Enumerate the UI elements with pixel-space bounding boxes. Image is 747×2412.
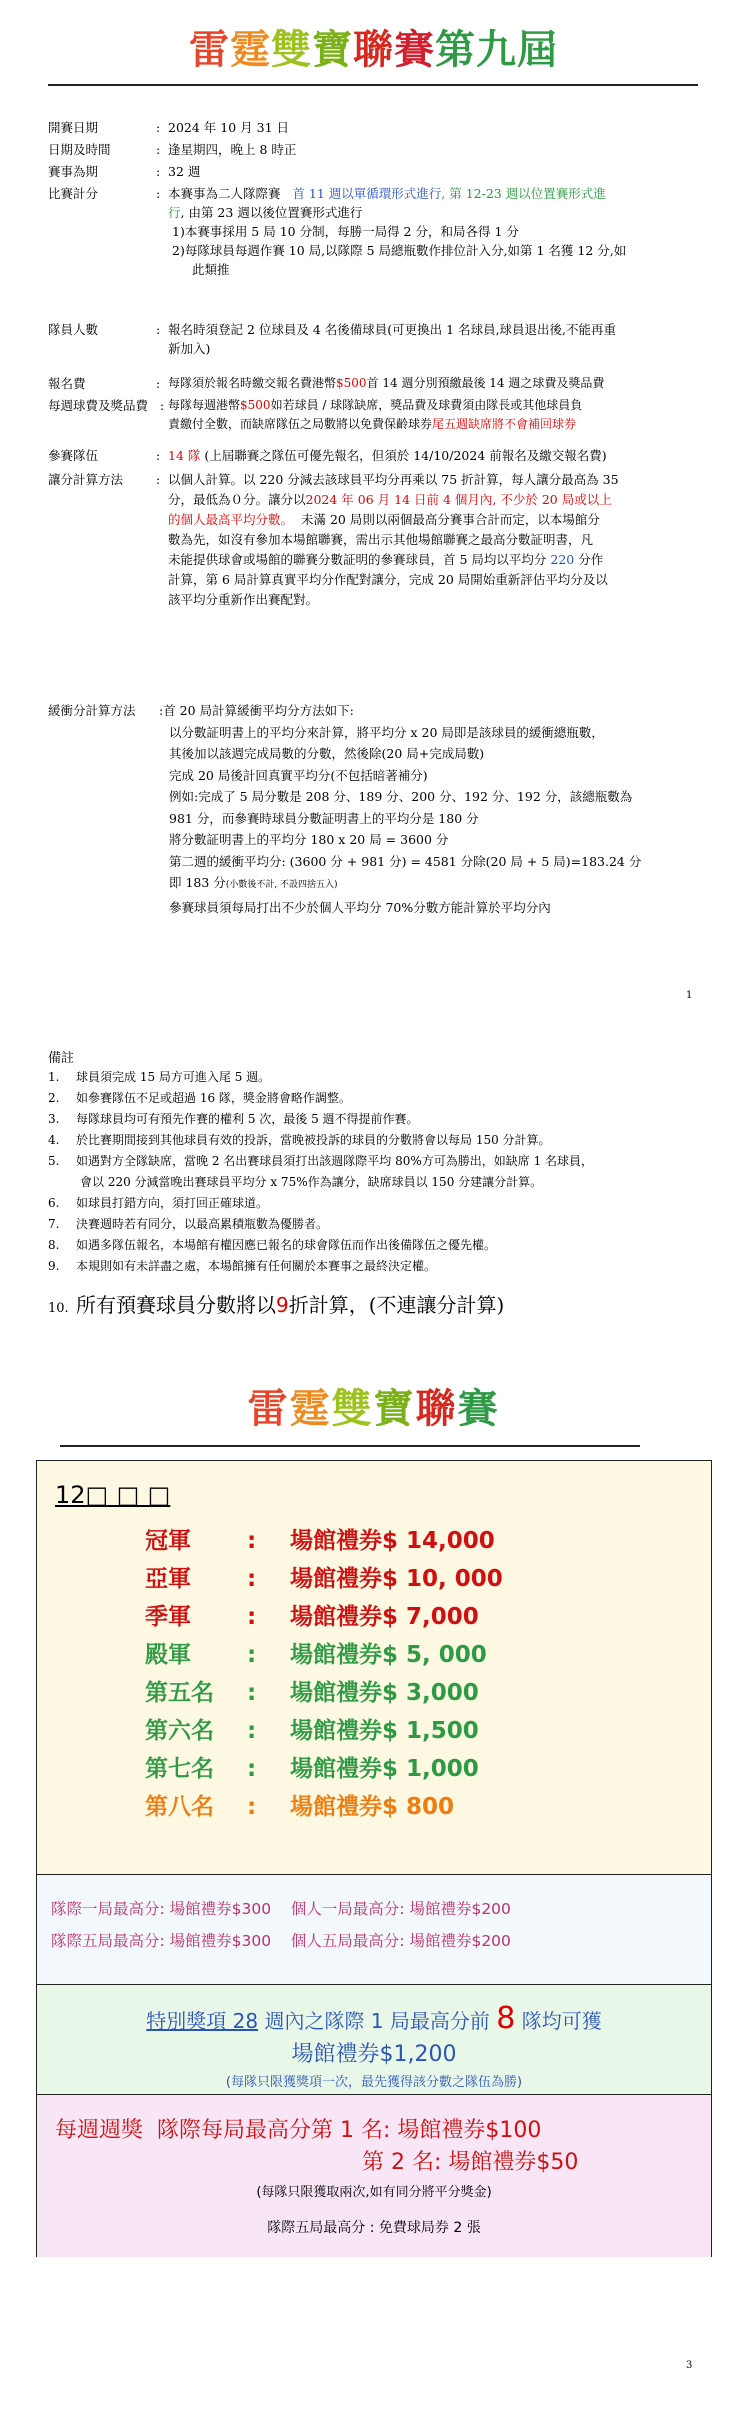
buffer-l9a: 即 183 分 xyxy=(169,875,226,890)
weekly-fee-label: 每週球費及獎品費 xyxy=(48,398,149,413)
buffer-l9b: (小數後不計, 不設四捨五入) xyxy=(225,880,338,890)
open-date-value: 2024 年 10 月 31 日 xyxy=(168,120,289,135)
notes-heading: 備註 xyxy=(48,1051,75,1066)
prize-colon: : xyxy=(247,1680,257,1706)
note-item xyxy=(48,1151,708,1172)
handicap-l2b: 2024 年 06 月 14 日前 4 個月內, 不少於 20 局或以上 xyxy=(305,492,612,507)
prize-title-char: 寶 xyxy=(373,1386,416,1432)
note-item-10 xyxy=(48,1289,708,1318)
prize-place: 殿軍 xyxy=(145,1642,191,1668)
buffer-l5: 例如:完成了 5 局分數是 208 分、189 分、200 分、192 分、192 分，該總瓶數為 xyxy=(169,789,633,804)
players-line2: 新加入) xyxy=(168,341,211,356)
prize-amount: 場館禮券$ 3,000 xyxy=(290,1680,479,1706)
note-item xyxy=(48,1130,708,1151)
page-number-3: 3 xyxy=(686,2360,693,2371)
handicap-l6: 計算，第 6 局計算真實平均分作配對讓分，完成 20 局開始重新評估平均分及以 xyxy=(168,572,608,587)
buffer-l3: 其後加以該週完成局數的分數，然後除(20 局+完成局數) xyxy=(169,746,485,761)
weekly-award-first: 每週週獎 隊際每局最高分第 1 名: 場館禮券$100 xyxy=(55,2118,542,2143)
prize-count-boxes: □ □ □ xyxy=(85,1481,171,1509)
prize-row xyxy=(145,1561,645,1597)
handicap-l7: 該平均分重新作出賽配對。 xyxy=(168,592,319,607)
note-item xyxy=(48,1067,708,1088)
prize-place: 第五名 xyxy=(145,1680,214,1706)
weekly-fee-c: 如若球員 / 球隊缺席，獎品費及球費須由隊長或其他球員負 xyxy=(270,398,583,412)
special-award-prize: 場館禮券$1,200 xyxy=(291,2042,457,2067)
players-row: 隊員人數 : 報名時須登記 2 位球員及 4 名後備球員(可更換出 1 名球員,球員退出後,不能再重 新加入) xyxy=(48,320,708,360)
weekly-award-section xyxy=(37,2094,711,2257)
high-score-one-game: 隊際一局最高分: 場館禮券$300 個人一局最高分: 場館禮券$200 xyxy=(51,1900,511,1918)
note-item xyxy=(48,1214,708,1235)
note-item-number: 3. xyxy=(48,1112,60,1126)
team-limit-a: 14 隊 xyxy=(168,448,201,463)
note-item-text: 如球員打錯方向，須打回正確球道。 xyxy=(76,1196,269,1210)
prize-count xyxy=(55,1481,170,1509)
scoring-position-a: , 第 12-23 週以位置賽形式進 xyxy=(441,186,606,201)
high-score-five-games: 隊際五局最高分: 場館禮券$300 個人五局最高分: 場館禮券$200 xyxy=(51,1932,511,1950)
note-item-text: 每隊球員均可有預先作賽的權利 5 次，最後 5 週不得提前作賽。 xyxy=(76,1112,419,1126)
scoring-line1: 本賽事為二人隊際賽 xyxy=(168,186,281,201)
note-item xyxy=(48,1172,708,1193)
prize-row xyxy=(145,1523,645,1559)
note-item xyxy=(48,1193,708,1214)
weekly-fee-amount: $500 xyxy=(240,398,271,412)
note-item-10-b: 9 xyxy=(276,1293,289,1317)
weekly-fee-e: 尾五週缺席將不會補回球券 xyxy=(432,417,577,431)
special-award-note: (每隊只限獲獎項一次，最先獲得該分數之隊伍為勝) xyxy=(225,2075,523,2090)
prize-ranking-section xyxy=(37,1461,711,1874)
note-item-number: 1. xyxy=(48,1070,60,1084)
page-number-1: 1 xyxy=(686,990,693,1001)
prize-title-char: 雷 xyxy=(247,1386,290,1432)
prize-title-char: 霆 xyxy=(289,1386,332,1432)
note-item-number: 9. xyxy=(48,1259,60,1273)
prize-place: 亞軍 xyxy=(145,1566,191,1592)
entry-fee-a: 每隊須於報名時繳交報名費港幣 xyxy=(168,376,337,390)
prize-title-char: 雙 xyxy=(331,1386,374,1432)
prize-amount: 場館禮券$ 1,500 xyxy=(290,1718,479,1744)
buffer-l7: 將分數証明書上的平均分 180 x 20 局 = 3600 分 xyxy=(169,832,449,847)
title-underline xyxy=(48,84,698,86)
players-label: 隊員人數 xyxy=(48,322,99,337)
prize-amount: 場館禮券$ 1,000 xyxy=(290,1756,479,1782)
title-char: 雙 xyxy=(271,27,312,73)
prize-colon: : xyxy=(247,1528,257,1554)
prize-place: 季軍 xyxy=(145,1604,191,1630)
handicap-label: 讓分計算方法 xyxy=(48,472,124,487)
team-limit-label: 參賽隊伍 xyxy=(48,448,99,463)
scoring-item2: 2)每隊球員每週作賽 10 局,以隊際 5 局總瓶數作排位計入分,如第 1 名獲 12 分,如 xyxy=(172,243,627,258)
prize-place: 第六名 xyxy=(145,1718,214,1744)
prize-title-char: 聯 xyxy=(415,1386,458,1432)
scoring-row: 比賽計分 : 本賽事為二人隊際賽 首 11 週以單循環形式進行, 第 12-23 週以位置賽形式進 行, 由第 23 週以後位置賽形式進行 1)本賽事採用 5 局 10 分制，每勝一局得 2 分，和局各得 1 分 2)每隊球員每週作賽 10 局,以隊際 5 局總瓶數作排位計入分,如第 1 名獲 12 分,如 此類推 xyxy=(48,184,708,299)
buffer-l4: 完成 20 局後計回真實平均分(不包括暗著補分) xyxy=(169,767,428,783)
page-title xyxy=(0,18,747,75)
special-award-count: 8 xyxy=(496,2001,516,2036)
title-char: 霆 xyxy=(230,27,271,73)
note-item-number: 2. xyxy=(48,1091,60,1105)
prize-amount: 場館禮券$ 800 xyxy=(290,1794,455,1820)
buffer-l10: 參賽球員須每局打出不少於個人平均分 70%分數方能計算於平均分內 xyxy=(169,899,551,915)
note-item-number: 4. xyxy=(48,1133,60,1147)
scoring-item2b: 此類推 xyxy=(192,262,230,277)
prize-row xyxy=(145,1675,645,1711)
note-item-text: 球員須完成 15 局方可進入尾 5 週。 xyxy=(76,1070,271,1084)
weekly-award-second: 第 2 名: 場館禮券$50 xyxy=(362,2150,579,2175)
note-item-number: 5. xyxy=(48,1154,60,1168)
weeks-value: 32 週 xyxy=(168,164,201,179)
note-item-10-c: 折計算，(不連讓分計算) xyxy=(288,1293,505,1317)
title-char: 屆 xyxy=(517,27,558,73)
handicap-l3b: 未滿 20 局則以兩個最高分賽事合計而定，以本場館分 xyxy=(300,512,600,527)
time-value: 逢星期四，晚上 8 時正 xyxy=(168,142,297,157)
scoring-text xyxy=(168,184,708,279)
weekly-five-games-award: 隊際五局最高分 : 免費球局券 2 張 xyxy=(267,2220,481,2236)
prize-row xyxy=(145,1789,645,1825)
buffer-l1: :首 20 局計算緩衝平均分方法如下: xyxy=(159,703,354,718)
note-item-text: 如遇多隊伍報名，本場館有權因應已報名的球會隊伍而作出後備隊伍之優先權。 xyxy=(76,1238,497,1252)
prize-place: 第八名 xyxy=(145,1794,214,1820)
prize-colon: : xyxy=(247,1642,257,1668)
time-label: 日期及時間 xyxy=(48,142,111,157)
prize-title-char: 賽 xyxy=(457,1386,500,1432)
weeks-label: 賽事為期 xyxy=(48,164,99,179)
entry-fee-label: 報名費 xyxy=(48,376,86,391)
title-char: 雷 xyxy=(189,27,230,73)
entry-fee-c: 首 14 週分別預繳最後 14 週之球費及獎品費 xyxy=(366,376,605,390)
scoring-position-b: 行 xyxy=(168,205,181,220)
handicap-l3a: 的個人最高平均分數。 xyxy=(168,512,294,527)
notes-list xyxy=(48,1067,708,1277)
prize-colon: : xyxy=(247,1718,257,1744)
handicap-l2a: 分，最低為０分。讓分以 xyxy=(168,492,306,507)
scoring-item1: 1)本賽事採用 5 局 10 分制，每勝一局得 2 分，和局各得 1 分 xyxy=(172,224,519,239)
prize-colon: : xyxy=(247,1756,257,1782)
weekly-fee-d: 責繳付全數，而缺席隊伍之局數將以免費保齡球券 xyxy=(168,417,433,431)
prize-row xyxy=(145,1751,645,1787)
prize-amount: 場館禮券$ 5, 000 xyxy=(290,1642,487,1668)
players-line1: 報名時須登記 2 位球員及 4 名後備球員(可更換出 1 名球員,球員退出後,不能再重 xyxy=(168,322,617,337)
prize-amount: 場館禮券$ 7,000 xyxy=(290,1604,479,1630)
prize-title-underline xyxy=(60,1445,640,1447)
title-char: 賽 xyxy=(394,27,435,73)
prize-amount: 場館禮券$ 10, 000 xyxy=(290,1566,503,1592)
note-item-number: 6. xyxy=(48,1196,60,1210)
handicap-l5: 未能提供球會或場館的聯賽分數証明的參賽球員，首 5 局均以平均分 xyxy=(168,552,547,567)
special-award-line xyxy=(37,2001,711,2036)
handicap-l1: 以個人計算。以 220 分減去該球員平均分再乘以 75 折計算，每人讓分最高為 35 xyxy=(168,472,619,487)
note-item xyxy=(48,1235,708,1256)
special-award-d: 隊均可獲 xyxy=(521,2009,602,2033)
scoring-round-robin: 首 11 週以單循環形式進行 xyxy=(292,186,442,201)
note-item xyxy=(48,1256,708,1277)
title-char: 九 xyxy=(476,27,517,73)
scoring-label: 比賽計分 xyxy=(48,186,99,201)
prize-count-number: 12 xyxy=(55,1481,86,1509)
handicap-l5b: 220 xyxy=(550,552,575,567)
title-char: 第 xyxy=(435,27,476,73)
handicap-row: 讓分計算方法 : 以個人計算。以 220 分減去該球員平均分再乘以 75 折計算，每人讓分最高為 35 分，最低為０分。讓分以2024 年 06 月 14 日前 4 個月內, 不少於 20 局或以上 的個人最高平均分數。 未滿 20 局則以兩個最高分賽事合計而定，以本場館分 數為先，如沒有參加本場館聯賽，需出示其他場館聯賽之最高分數証明書，凡 未能提供球會或場館的聯賽分數証明的參賽球員，首 5 局均以平均分 220 分作 計算，第 6 局計算真實平均分作配對讓分，完成 20 局開始重新評估平均分及以 該平均分重新作出賽配對。 xyxy=(48,470,708,610)
handicap-l5c: 分作 xyxy=(578,552,604,567)
note-item-text: 於比賽期間接到其他球員有效的投訴，當晚被投訴的球員的分數將會以每局 150 分計算。 xyxy=(76,1133,551,1147)
buffer-l6: 981 分，而參賽時球員分數証明書上的平均分是 180 分 xyxy=(169,810,479,826)
prize-box xyxy=(36,1460,712,2257)
prize-colon: : xyxy=(247,1566,257,1592)
special-award-b: 週內之隊際 1 局最高分前 xyxy=(264,2009,490,2033)
prize-title xyxy=(0,1377,747,1434)
note-item-text: 本規則如有未詳盡之處，本場館擁有任何關於本賽事之最終決定權。 xyxy=(76,1259,437,1273)
title-char: 寶 xyxy=(312,27,353,73)
note-item-text: 如參賽隊伍不足或超過 16 隊，獎金將會略作調整。 xyxy=(76,1091,351,1105)
weekly-fee-a: 每隊每週港幣 xyxy=(168,398,241,412)
note-item xyxy=(48,1088,708,1109)
prize-row xyxy=(145,1599,645,1635)
open-date-label: 開賽日期 xyxy=(48,120,99,135)
note-item-number: 7. xyxy=(48,1217,60,1231)
buffer-l8: 第二週的緩衝平均分: (3600 分 + 981 分) = 4581 分除(20 局 + 5 局)=183.24 分 xyxy=(169,853,642,869)
note-item-text: 如遇對方全隊缺席，當晚 2 名出賽球員須打出該週隊際平均 80%方可為勝出，如缺席 1 名球員， xyxy=(76,1154,594,1168)
scoring-line2: , 由第 23 週以後位置賽形式進行 xyxy=(180,205,363,220)
title-char: 聯 xyxy=(353,27,394,73)
note-item-10-a: 所有預賽球員分數將以 xyxy=(76,1293,276,1317)
buffer-l2: 以分數証明書上的平均分來計算，將平均分 x 20 局即是該球員的緩衝總瓶數， xyxy=(169,724,604,740)
note-item-10-num: 10. xyxy=(48,1301,69,1316)
note-item xyxy=(48,1109,708,1130)
team-limit-b: (上屆聯賽之隊伍可優先報名，但須於 14/10/2024 前報名及繳交報名費) xyxy=(204,448,607,463)
note-item-text: 會以 220 分減當晚出賽球員平均分 x 75%作為讓分，缺席球員以 150 分建讓分計算。 xyxy=(80,1175,543,1189)
handicap-l4: 數為先，如沒有參加本場館聯賽，需出示其他場館聯賽之最高分數証明書，凡 xyxy=(168,532,594,547)
prize-row xyxy=(145,1713,645,1749)
special-award-section xyxy=(37,1984,711,2095)
weekly-award-note: (每隊只限獲取兩次,如有同分將平分獎金) xyxy=(256,2185,492,2200)
high-score-section xyxy=(37,1874,711,1985)
note-item-text: 決賽週時若有同分，以最高累積瓶數為優勝者。 xyxy=(76,1217,329,1231)
note-item-number: 8. xyxy=(48,1238,60,1252)
prize-colon: : xyxy=(247,1794,257,1820)
prize-amount: 場館禮券$ 14,000 xyxy=(290,1528,495,1554)
buffer-row xyxy=(48,700,708,940)
weekly-fee-row: 每週球費及獎品費 : 每隊每週港幣$500如若球員 / 球隊缺席，獎品費及球費須由隊長或其他球員負 責繳付全數，而缺席隊伍之局數將以免費保齡球券尾五週缺席將不會補回球券 xyxy=(48,398,583,431)
prize-colon: : xyxy=(247,1604,257,1630)
prize-place: 第七名 xyxy=(145,1756,214,1782)
buffer-label: 緩衝分計算方法 xyxy=(48,703,136,718)
special-award-a: 特別獎項 28 xyxy=(146,2009,259,2033)
prize-place: 冠軍 xyxy=(145,1528,191,1554)
prize-row xyxy=(145,1637,645,1673)
entry-fee-amount: $500 xyxy=(336,376,367,390)
